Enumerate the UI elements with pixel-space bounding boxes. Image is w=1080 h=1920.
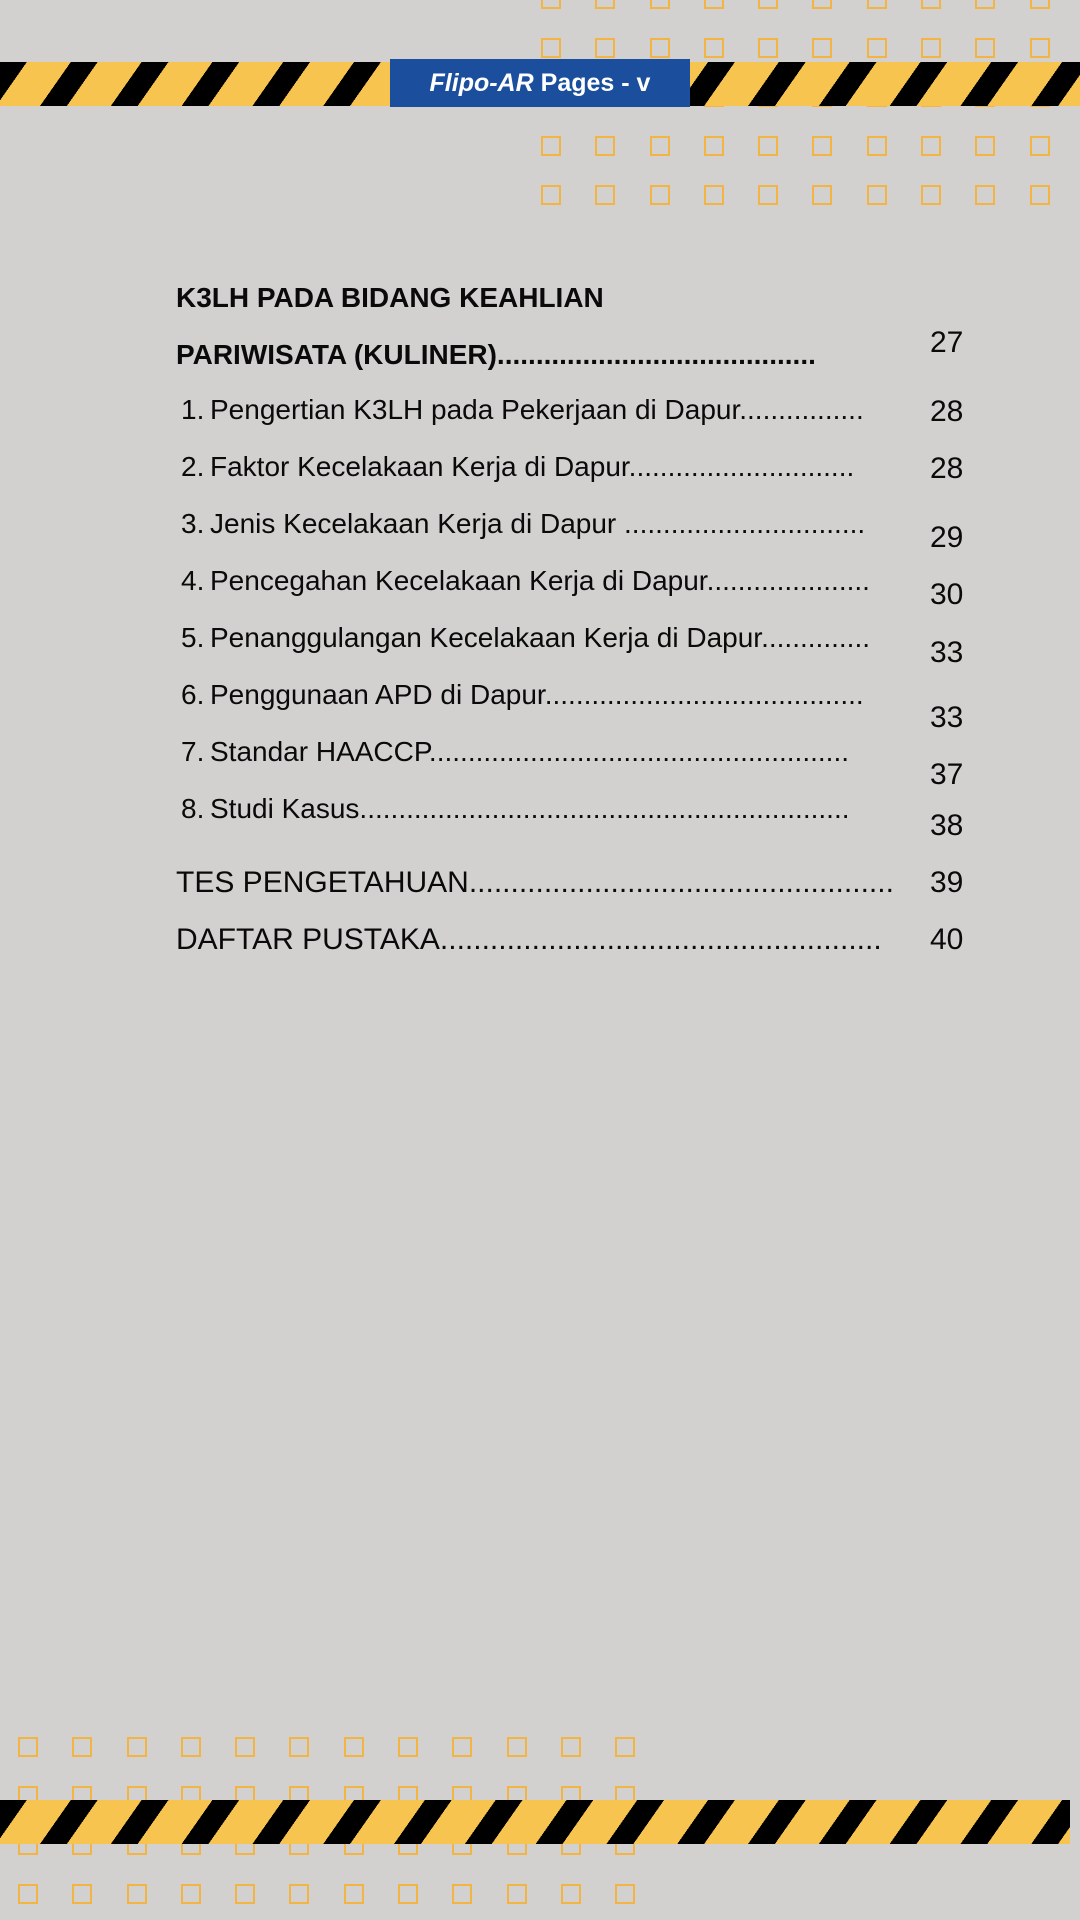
square-outline-icon (812, 38, 832, 58)
square-outline-icon (867, 185, 887, 205)
square-outline-icon (867, 0, 887, 9)
section-page-number: 27 (930, 326, 964, 359)
square-outline-icon (867, 38, 887, 58)
toc-item-title[interactable]: Penggunaan APD di Dapur......................................... (210, 679, 864, 710)
toc-item-page: 33 (930, 701, 964, 734)
toc-item-page: 33 (930, 636, 964, 669)
page-label: Pages - v (540, 68, 651, 97)
square-outline-icon (595, 136, 615, 156)
section-title-line1: K3LH PADA BIDANG KEAHLIAN (176, 282, 604, 313)
square-outline-icon (344, 1737, 364, 1757)
section-title-line2: PARIWISATA (KULINER)......................................... (176, 339, 816, 370)
square-outline-icon (704, 185, 724, 205)
square-outline-icon (127, 1737, 147, 1757)
toc-item-number: 4. (181, 565, 205, 596)
square-outline-icon (595, 185, 615, 205)
toc-item-title[interactable]: Standar HAACCP...................................................... (210, 736, 850, 767)
square-outline-icon (595, 0, 615, 9)
toc-item-number: 5. (181, 622, 205, 653)
toc-item-number: 1. (181, 394, 205, 425)
square-outline-icon (975, 38, 995, 58)
square-outline-icon (704, 38, 724, 58)
toc-item-number: 2. (181, 451, 205, 482)
toc-daftar-title[interactable]: DAFTAR PUSTAKA..................................................... (176, 923, 882, 956)
toc-item-title[interactable]: Pengertian K3LH pada Pekerjaan di Dapur................ (210, 394, 864, 425)
square-outline-icon (1030, 185, 1050, 205)
toc-item-title[interactable]: Pencegahan Kecelakaan Kerja di Dapur..................... (210, 565, 870, 596)
square-outline-icon (867, 136, 887, 156)
toc-item-page: 28 (930, 395, 964, 428)
square-outline-icon (561, 1737, 581, 1757)
square-outline-icon (921, 0, 941, 9)
brand-name: Flipo-AR (429, 68, 534, 97)
toc-item-number: 6. (181, 679, 205, 710)
square-outline-icon (704, 0, 724, 9)
square-outline-icon (18, 1737, 38, 1757)
square-outline-icon (921, 136, 941, 156)
square-outline-icon (650, 185, 670, 205)
square-outline-icon (72, 1884, 92, 1904)
square-outline-icon (650, 0, 670, 9)
square-outline-icon (975, 185, 995, 205)
toc-item-number: 8. (181, 793, 205, 824)
toc-item-page: 37 (930, 758, 964, 791)
square-outline-icon (758, 136, 778, 156)
square-outline-icon (921, 185, 941, 205)
square-outline-icon (289, 1884, 309, 1904)
square-outline-icon (181, 1737, 201, 1757)
toc-item-title[interactable]: Faktor Kecelakaan Kerja di Dapur............................. (210, 451, 855, 482)
square-outline-icon (18, 1884, 38, 1904)
square-outline-icon (344, 1884, 364, 1904)
square-outline-icon (595, 38, 615, 58)
toc-item-page: 29 (930, 521, 964, 554)
square-outline-icon (615, 1884, 635, 1904)
toc-daftar-page: 40 (930, 923, 964, 956)
square-outline-icon (921, 38, 941, 58)
square-outline-icon (975, 0, 995, 9)
square-outline-icon (541, 38, 561, 58)
square-outline-icon (398, 1884, 418, 1904)
toc-item-title[interactable]: Studi Kasus............................................................... (210, 793, 850, 824)
square-outline-icon (127, 1884, 147, 1904)
square-outline-icon (615, 1737, 635, 1757)
toc-item-title[interactable]: Jenis Kecelakaan Kerja di Dapur ............................... (210, 508, 866, 539)
square-outline-icon (975, 136, 995, 156)
toc-tes-page: 39 (930, 866, 964, 899)
toc-tes-title[interactable]: TES PENGETAHUAN................................................... (176, 866, 894, 899)
toc-item-number: 3. (181, 508, 205, 539)
square-outline-icon (235, 1737, 255, 1757)
square-outline-icon (398, 1737, 418, 1757)
square-outline-icon (650, 136, 670, 156)
square-outline-icon (452, 1884, 472, 1904)
square-outline-icon (235, 1884, 255, 1904)
hazard-stripe-bottom (0, 1800, 1070, 1844)
square-outline-icon (561, 1884, 581, 1904)
square-outline-icon (1030, 136, 1050, 156)
toc-item-title[interactable]: Penanggulangan Kecelakaan Kerja di Dapur.............. (210, 622, 870, 653)
square-outline-icon (1030, 0, 1050, 9)
square-outline-icon (812, 136, 832, 156)
square-outline-icon (812, 185, 832, 205)
square-outline-icon (1030, 38, 1050, 58)
square-outline-icon (541, 0, 561, 9)
toc-item-page: 30 (930, 578, 964, 611)
square-outline-icon (650, 38, 670, 58)
square-outline-icon (289, 1737, 309, 1757)
square-outline-icon (758, 38, 778, 58)
square-outline-icon (72, 1737, 92, 1757)
toc-item-page: 28 (930, 452, 964, 485)
square-outline-icon (541, 185, 561, 205)
square-outline-icon (812, 0, 832, 9)
square-outline-icon (452, 1737, 472, 1757)
toc-item-page: 38 (930, 809, 964, 842)
toc-item-number: 7. (181, 736, 205, 767)
square-outline-icon (181, 1884, 201, 1904)
page-badge (390, 59, 690, 107)
square-outline-icon (507, 1884, 527, 1904)
square-outline-icon (758, 185, 778, 205)
square-outline-icon (507, 1737, 527, 1757)
square-outline-icon (541, 136, 561, 156)
square-outline-icon (758, 0, 778, 9)
square-outline-icon (704, 136, 724, 156)
